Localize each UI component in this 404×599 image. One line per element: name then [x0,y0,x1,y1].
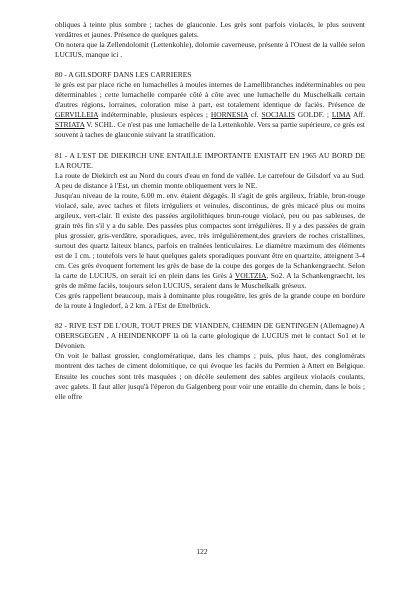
text-run: le grès est par place riche en lumachelles à moules internes de Lamellibranches indéterminables ou peu déterminables ; cette lumachelle comparée côté à côte avec une lumachelle du Muschelkalk certain d'autres régions, lorraines, coloration mise à part, est totalement identique de faciès. Présence de [55,80,365,110]
paragraph-gap [55,141,365,151]
section-81-paragraph: Ces grès rappellent beaucoup, mais à dominante plus rougeâtre, les grès de la grande coupe en bordure de la route à Ingledorf, à 2 km. à l'Est de Ettelbrück. [55,291,365,311]
taxon-name: SOCIALIS [261,110,296,120]
section-80-body [55,80,365,140]
document-page [55,20,365,402]
taxon-name: HORNESIA [210,110,249,120]
intro-paragraph: On notera que la Zellendolomit (Lettenkohle), dolomie caverneuse, présente à l'Ouest de la vallée selon LUCIUS, manque ici . [55,40,365,60]
text-run: V. SCHL. Ce n'est pas une lumachelle de la Lettenkohle. Vers sa partie supérieure, ce grès est souvent à taches de glauconie suivant la stratification. [55,120,365,140]
text-run: indéterminable, plusieurs espèces ; [98,110,211,120]
paragraph-gap [55,60,365,70]
text-run: Aff. [350,110,366,120]
text-run: Jusqu'au niveau de la route, 6.00 m. env. étaient dégagés. Il s'agit de grès argileux, friable, brun-rouge violacé, sale, avec taches et filets irréguliers et veinules, discontinus, de grès micacé plus ou moins argileux, vert-clair. Il existe des passées argilolithiques brun-rouge violacé, peu ou pas sableuses, de grain très fin s'il y a du sable. Des passées plus compactes sont irrégulières. Il y a des passées de grain plus grossier, gris-verdâtre, sporadiques, avec, très irrégulièrement,des graviers de roches cristallines, surtout des quartz laiteux blancs, parfois en traînées lenticulaires. Le diamètre maximum des éléments est de 1 cm. ; toutefois vers le haut quelques galets sporadiques pouvant être en quartzite, atteignent 3-4 cm. Ces grès évoquent fortement les grès de base de la coupe des gorges de la Schankengraecht. Selon la carte de LUCIUS, on serait ici en plein dans les Grès à [55,190,365,281]
text-run: cf. [248,110,262,120]
section-81-paragraph [55,191,365,291]
section-81-paragraph: La route de Diekirch est au Nord du cours d'eau en fond de vallée. Le carrefour de Gilsdorf va au Sud. A peu de distance à l'Est, un chemin monte obliquement vers le NE. [55,170,365,190]
text-run: GOLDF. ; [295,110,332,120]
section-81-heading: 81 - A L'EST DE DIEKIRCH UNE ENTAILLE IMPORTANTE EXISTAIT EN 1965 AU BORD DE LA ROUTE. [55,150,365,170]
taxon-name: LIMA [331,110,351,120]
taxon-name: VOLTZIA [234,271,267,281]
text-run: , So2. A la Schankengraecht, les grès de même faciès, toujours selon LUCIUS, seraient dans le Muschelkalk gréseux. [55,271,365,291]
taxon-name: GERVILLEIA [55,110,99,120]
section-82-heading: 82 - RIVE EST DE L'OUR, TOUT PRES DE VIANDEN, CHEMIN DE GENTINGEN (Allemagne) A OBERSGEGEN , A HEINDENKOPF là où la carte géologique de LUCIUS met le contact So1 et le Dévonien. [55,321,365,351]
page-number: 122 [196,547,208,556]
section-82-paragraph: On voit le ballast grossier, conglomératique, dans les champs ; puis, plus haut, des conglomérats montrent des taches de ciment dolomitique, ce qui évoque les faciès du Permien à Attert en Belgique. Ensuite les couches sont très masquées ; on décèle seulement des sables argileux violacés coulants, avec galets. Il faut aller jusqu'à l'éperon du Galgenberg pour voir une entaille du chemin, dans le bois ; elle offre [55,351,365,401]
intro-paragraph: obliques à teinte plus sombre ; taches de glauconie. Les grès sont parfois violacés, le plus souvent verdâtres et jaunes. Présence de quelques galets. [55,20,365,40]
taxon-name: STRIATA [55,120,85,130]
paragraph-gap [55,311,365,321]
section-80-heading: 80 - A GILSDORF DANS LES CARRIERES [55,70,192,80]
